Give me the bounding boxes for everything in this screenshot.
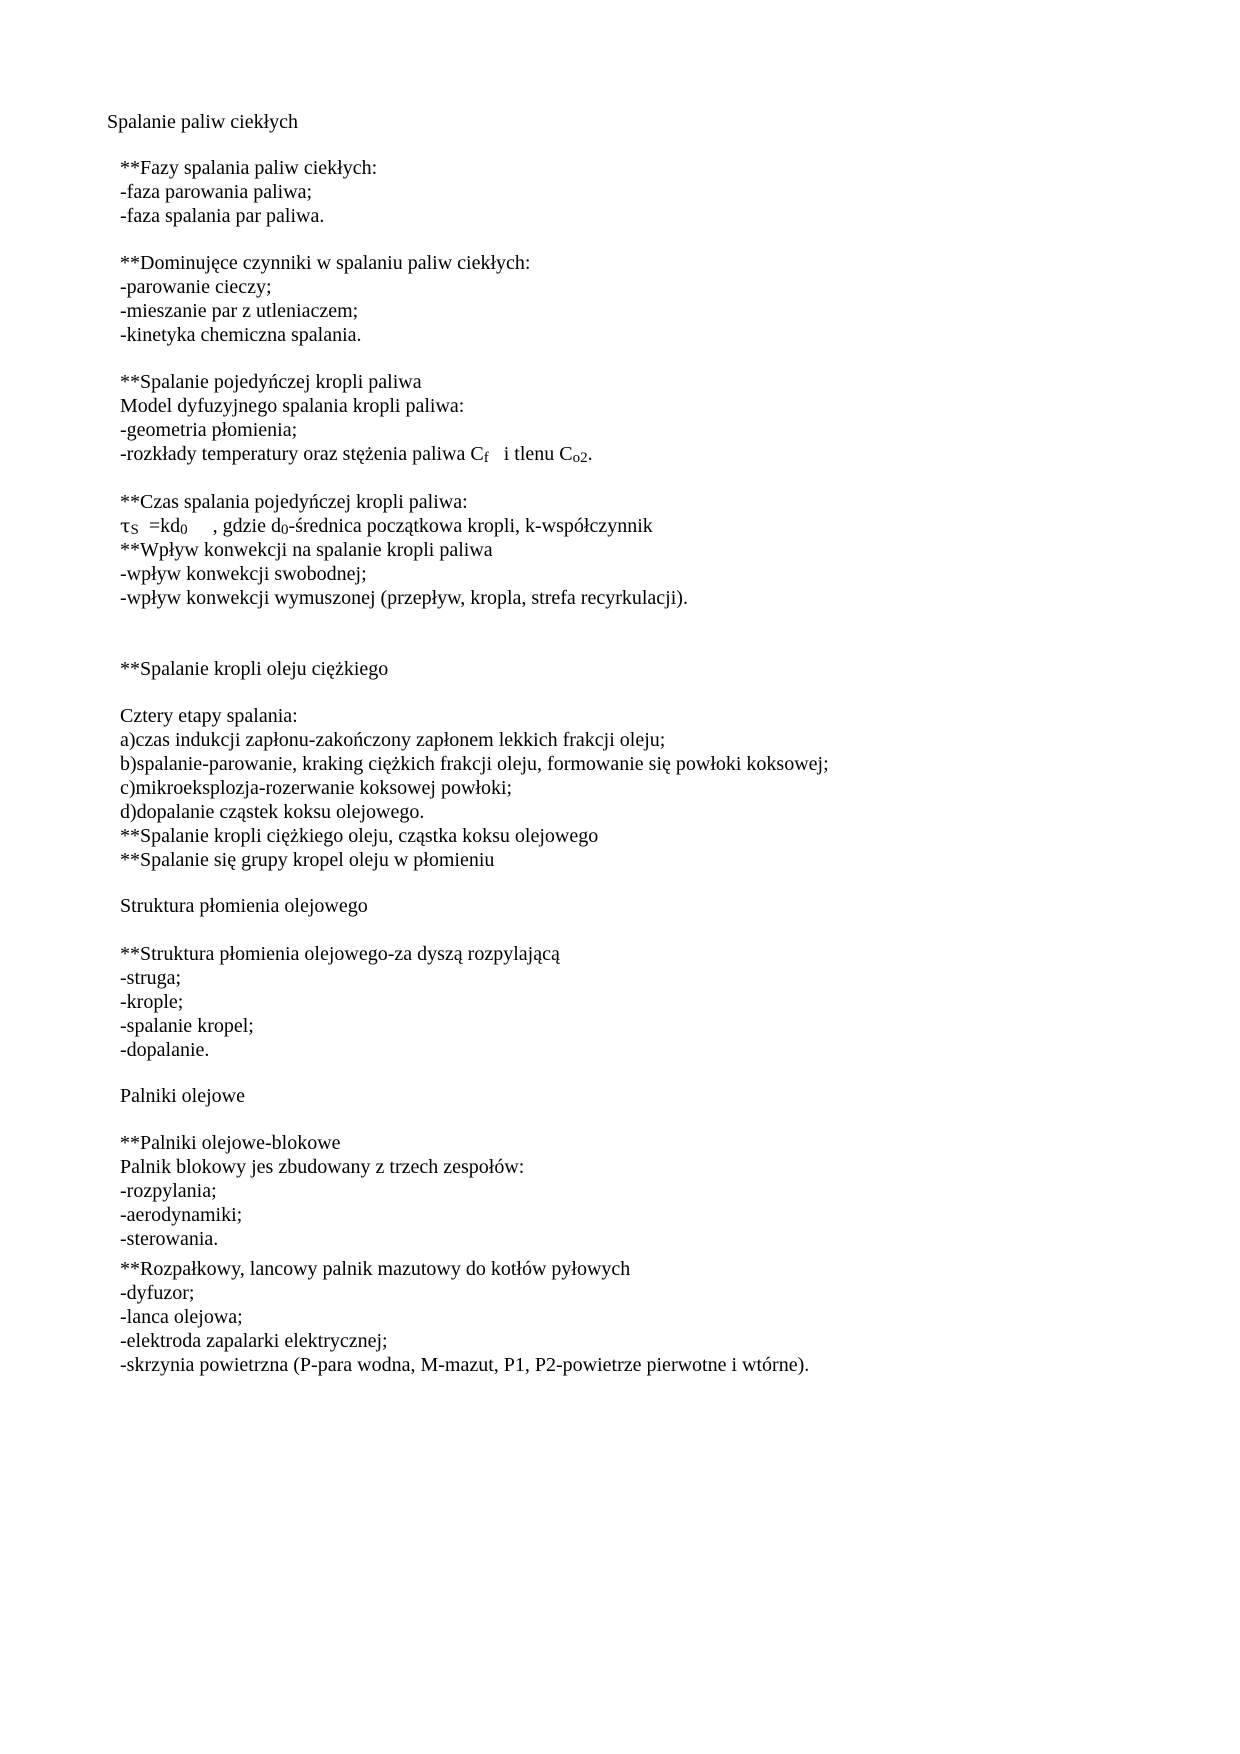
- distribution-text: .: [587, 443, 593, 465]
- text-line: Palniki olejowe: [120, 1085, 245, 1107]
- text-line: **Fazy spalania paliw ciekłych:: [120, 157, 378, 179]
- text-line: -kinetyka chemiczna spalania.: [120, 324, 362, 346]
- text-line: **Spalanie pojedyńczej kropli paliwa: [120, 371, 422, 393]
- text-line: **Spalanie kropli oleju ciężkiego: [120, 658, 389, 680]
- text-line: -geometria płomienia;: [120, 419, 298, 441]
- text-line: **Dominujęce czynniki w spalaniu paliw ciekłych:: [120, 252, 531, 274]
- text-line: -aerodynamiki;: [120, 1204, 243, 1226]
- text-line: -sterowania.: [120, 1228, 219, 1250]
- text-line: -rozpylania;: [120, 1180, 217, 1202]
- text-line: -dopalanie.: [120, 1039, 210, 1061]
- text-line: **Spalanie się grupy kropel oleju w płomieniu: [120, 849, 495, 871]
- text-line: **Czas spalania pojedyńczej kropli paliwa:: [120, 491, 468, 513]
- text-line: Palnik blokowy jes zbudowany z trzech zespołów:: [120, 1156, 525, 1178]
- distribution-text: -rozkłady temperatury oraz stężenia paliwa C: [120, 443, 484, 465]
- document-title: Spalanie paliw ciekłych: [107, 111, 299, 133]
- formula-text: =kd: [138, 515, 181, 537]
- text-line: c)mikroeksplozja-rozerwanie koksowej powłoki;: [120, 777, 513, 799]
- text-line: -faza spalania par paliwa.: [120, 205, 325, 227]
- text-line: **Rozpałkowy, lancowy palnik mazutowy do kotłów pyłowych: [120, 1258, 631, 1280]
- text-line: -faza parowania paliwa;: [120, 181, 313, 203]
- text-line: **Spalanie kropli ciężkiego oleju, cząstka koksu olejowego: [120, 825, 599, 847]
- distribution-text: i tlenu C: [488, 443, 573, 465]
- text-line: **Struktura płomienia olejowego-za dyszą rozpylającą: [120, 943, 560, 965]
- text-line: -parowanie cieczy;: [120, 276, 272, 298]
- formula-text: -średnica początkowa kropli, k-współczynnik: [288, 515, 653, 537]
- text-line: **Wpływ konwekcji na spalanie kropli paliwa: [120, 539, 493, 561]
- text-line: Cztery etapy spalania:: [120, 705, 298, 727]
- subscript: 0: [280, 522, 289, 538]
- text-line: -dyfuzor;: [120, 1282, 195, 1304]
- text-line: -krople;: [120, 991, 184, 1013]
- text-line: -mieszanie par z utleniaczem;: [120, 300, 359, 322]
- text-line: -skrzynia powietrzna (P-para wodna, M-mazut, P1, P2-powietrze pierwotne i wtórne).: [120, 1354, 810, 1376]
- text-line: Model dyfuzyjnego spalania kropli paliwa:: [120, 395, 465, 417]
- text-line: -wpływ konwekcji swobodnej;: [120, 563, 367, 585]
- subscript: 0: [180, 522, 188, 538]
- formula-text: , gdzie d: [187, 515, 281, 537]
- distribution-line: [120, 441, 593, 469]
- text-line: b)spalanie-parowanie, kraking ciężkich frakcji oleju, formowanie się powłoki koksowej;: [120, 753, 829, 775]
- text-line: -spalanie kropel;: [120, 1015, 254, 1037]
- text-line: d)dopalanie cząstek koksu olejowego.: [120, 801, 425, 823]
- text-line: a)czas indukcji zapłonu-zakończony zapłonem lekkich frakcji oleju;: [120, 729, 666, 751]
- text-line: **Palniki olejowe-blokowe: [120, 1132, 341, 1154]
- text-line: Struktura płomienia olejowego: [120, 895, 368, 917]
- text-line: -wpływ konwekcji wymuszonej (przepływ, kropla, strefa recyrkulacji).: [120, 587, 688, 609]
- text-line: -lanca olejowa;: [120, 1306, 243, 1328]
- subscript: S: [130, 522, 139, 538]
- text-line: -elektroda zapalarki elektrycznej;: [120, 1330, 388, 1352]
- subscript: o2: [572, 450, 588, 466]
- tau-symbol: τ: [120, 515, 131, 537]
- subscript: f: [483, 450, 489, 466]
- text-line: -struga;: [120, 967, 182, 989]
